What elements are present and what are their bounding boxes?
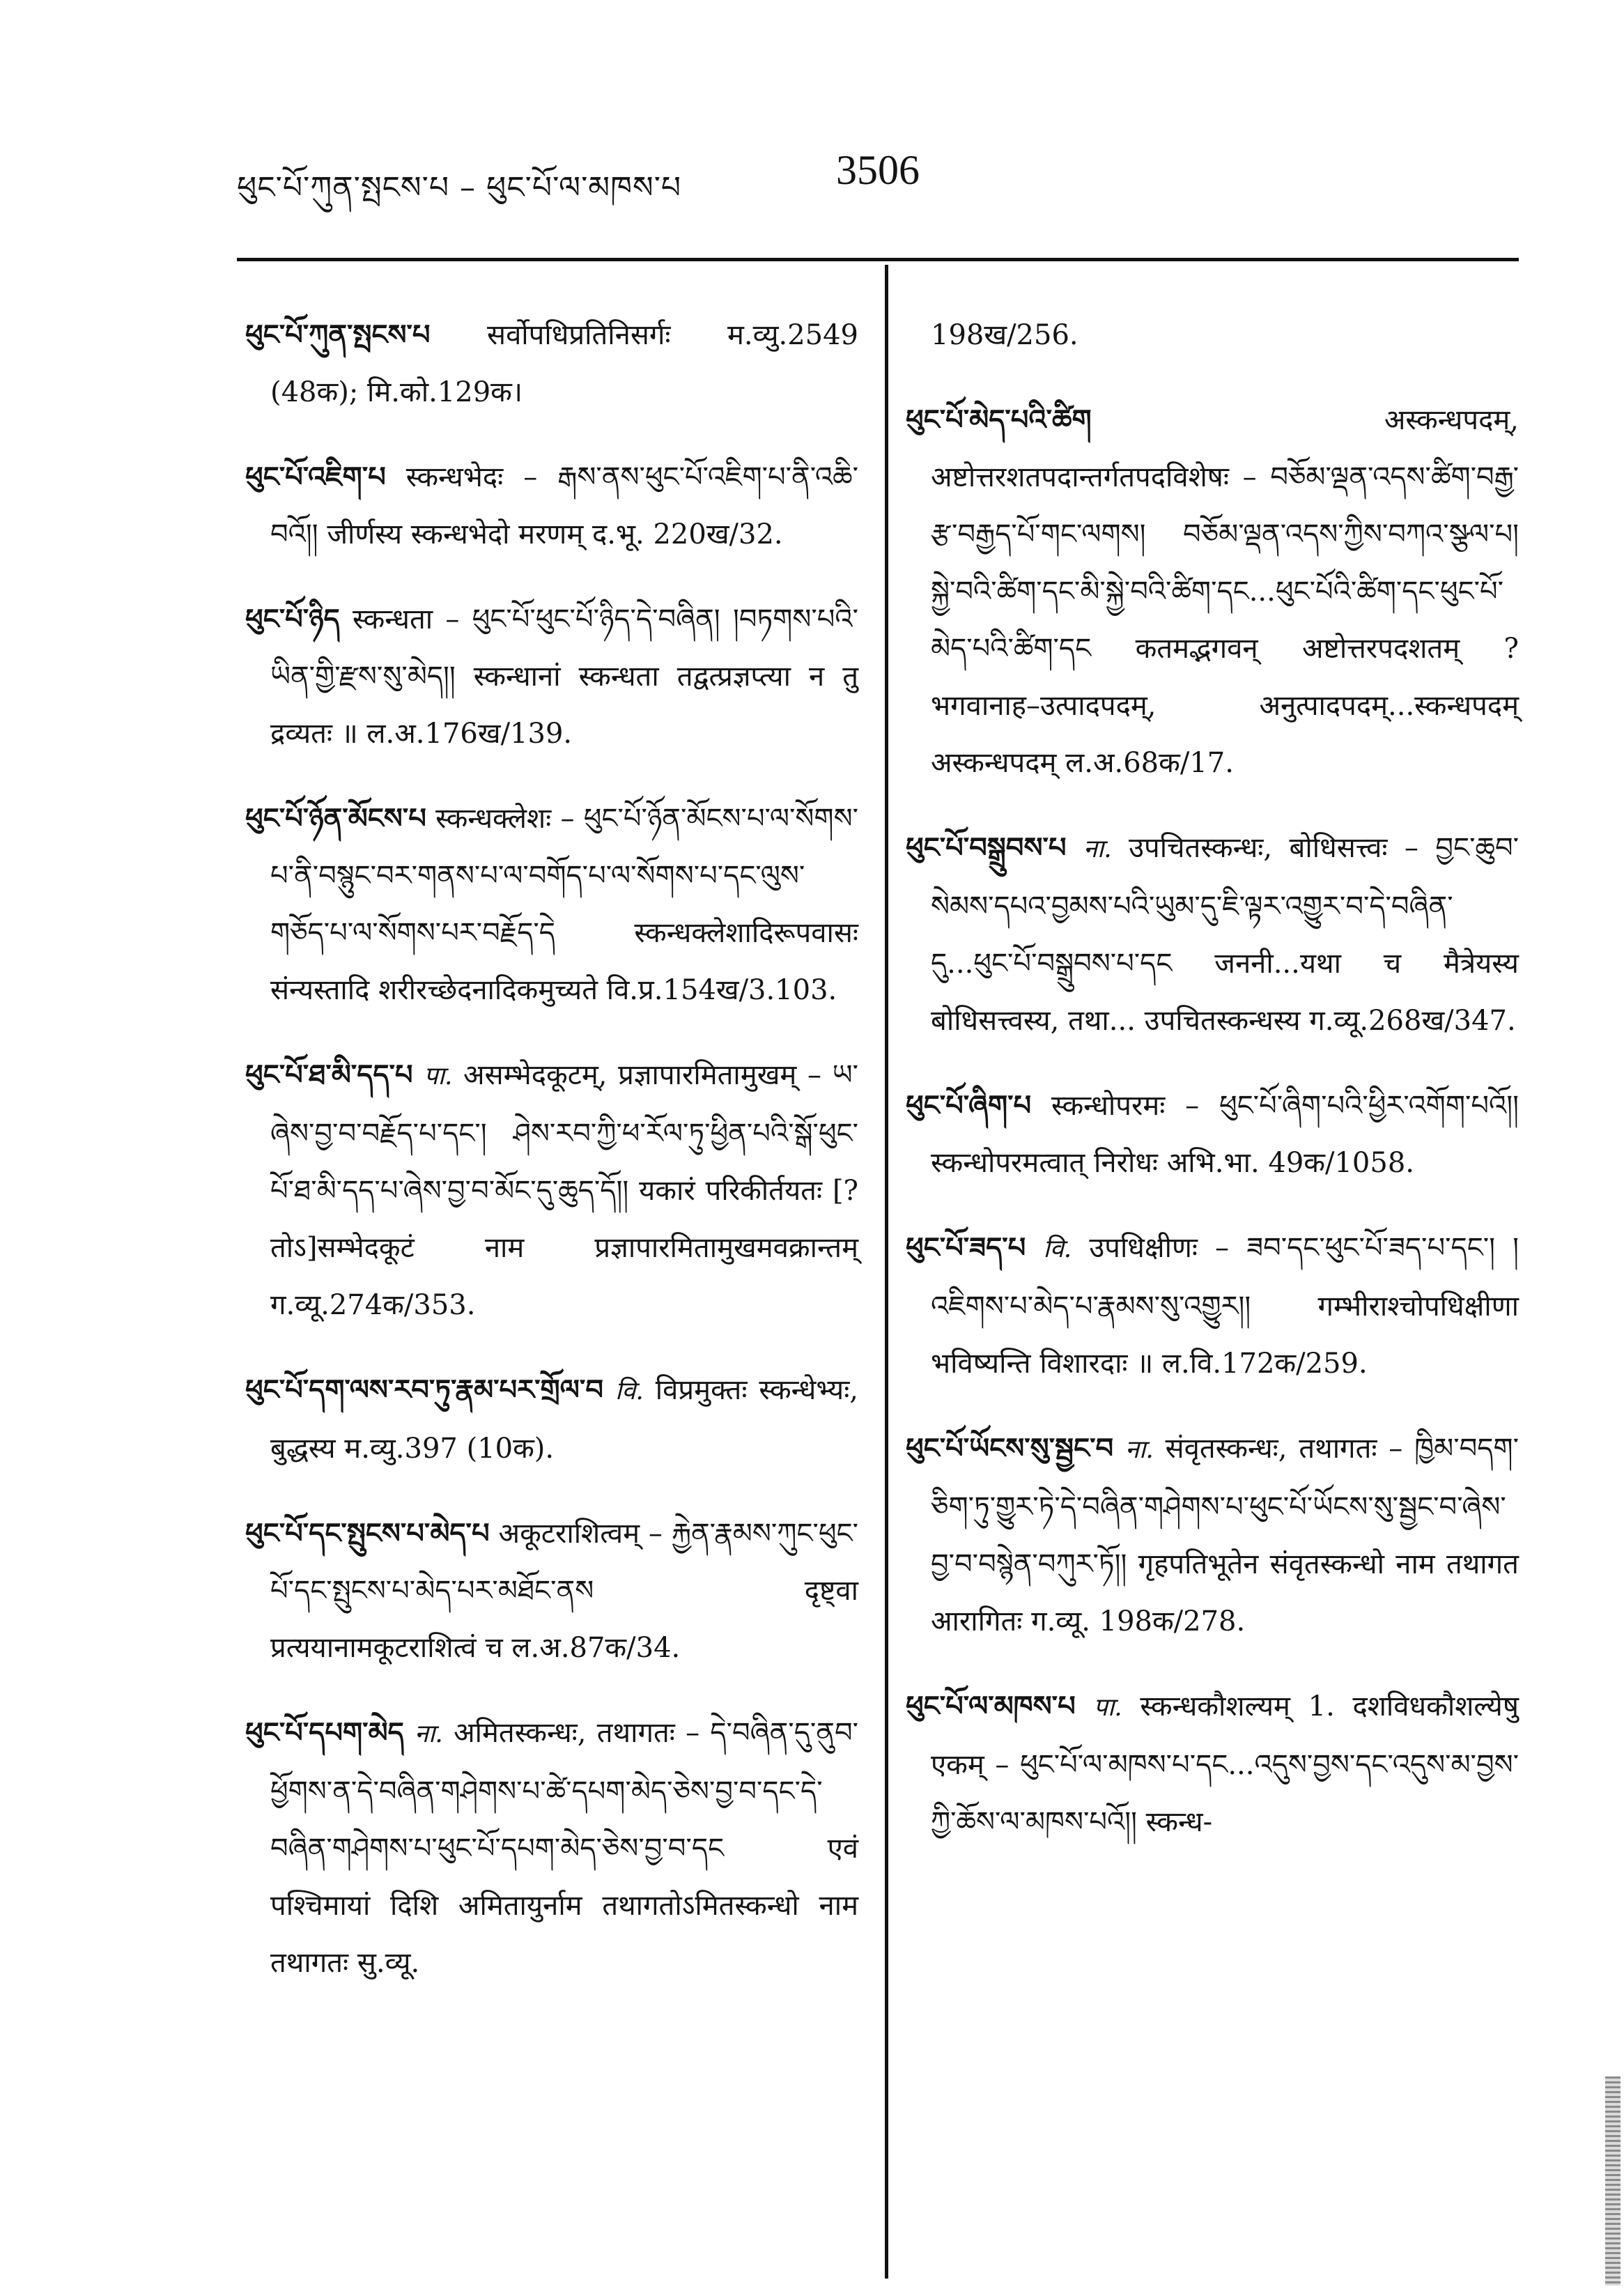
left-column — [245, 279, 858, 2007]
entry-pos: पा. — [424, 1062, 453, 1090]
dictionary-entry — [245, 1047, 858, 1334]
entry-text: अकूटराशित्वम् – རྐྱེན་རྣམས་ཀུང་ཕུང་པོ་དང་སྤུངས་པ་མེད་པར་མཐོང་ནས दृष्ट्वा प्रत्ययानामकूटराशित्वं च ल.अ.87क/34. — [270, 1518, 858, 1664]
dictionary-entry — [245, 307, 858, 421]
entry-text: असम्भेदकूटम्, प्रज्ञापारमितामुखम् – ཡ་ཞེས་བྱ་བ་བརྗོད་པ་དང་། ཤེས་རབ་ཀྱི་ཕ་རོལ་ཏུ་ཕྱིན་པའི་སྒོ་ཕུང་པོ་ཐ་མི་དད་པ་ཞེས་བྱ་བ་མོང་དུ་ཆུད་དོ།། यकारं परिकीर्तयतः [?तोऽ]सम्भेदकूटं नाम प्रज्ञापारमितामुखमवक्रान्तम् ग.व्यू.274क/353. — [270, 1059, 858, 1321]
entry-text: स्कन्धभेदः – རྒས་ནས་ཕུང་པོ་འཇིག་པ་ནི་འཆི་བའོ།། जीर्णस्य स्कन्धभेदो मरणम् द.भू. 220ख/32. — [270, 461, 859, 550]
entry-headword: ཕུང་པོ་ཟད་པ — [906, 1231, 1026, 1264]
entry-headword: ཕུང་པོ་དཔག་མེད — [245, 1716, 404, 1749]
dictionary-entry — [906, 1219, 1519, 1392]
dictionary-entry — [906, 1678, 1519, 1851]
entry-pos: वि. — [614, 1377, 644, 1405]
dictionary-entry — [245, 449, 858, 563]
entry-text: अस्कन्धपदम्, अष्टोत्तरशतपदान्तर्गतपदविशेषः – བཅོམ་ལྡན་འདས་ཚིག་བརྒྱ་རྩ་བརྒྱད་པོ་གང་ལགས། བཅོམ་ལྡན་འདས་ཀྱིས་བཀའ་སྩལ་པ། སྐྱེ་བའི་ཚིག་དང་མི་སྐྱེ་བའི་ཚིག་དང...ཕུང་པོའི་ཚིག་དང་ཕུང་པོ་མེད་པའི་ཚིག་དང कतमद्भगवन् अष्टोत्तरपदशतम् ? भगवानाह–उत्पादपदम्, अनुत्पादपदम्...स्कन्धपदम् अस्कन्धपदम् ल.अ.68क/17. — [931, 404, 1519, 779]
entry-headword: ཕུང་པོ་དང་སྤུངས་པ་མེད་པ — [245, 1517, 490, 1550]
dictionary-entry — [245, 1505, 858, 1677]
dictionary-entry — [906, 819, 1519, 1049]
entry-text: उपचितस्कन्धः, बोधिसत्त्वः – བྱང་ཆུབ་སེམས་དཔའ་བྱམས་པའི་ཡུམ་དུ་ཇི་ལྟར་འགྱུར་བ་དེ་བཞིན་དུ...ཕུང་པོ་བསྒྲུབས་པ་དང जननी...यथा च मैत्रेयस्य बोधिसत्त्वस्य, तथा... उपचितस्कन्धस्य ग.व्यू.268ख/347. — [931, 832, 1519, 1037]
entry-headword: ཕུང་པོ་འཇིག་པ — [245, 461, 386, 493]
entry-headword: ཕུང་པོ་ཀུན་སྤངས་པ — [245, 318, 431, 351]
entry-text: स्कन्धता – ཕུང་པོ་ཕུང་པོ་ཉིད་དེ་བཞིན། །བཏགས་པའི་ཡིན་གྱི་རྫས་སུ་མེད།། स्कन्धानां स्कन्धता तद्वत्प्रज्ञप्त्या न तु द्रव्यतः ॥ ल.अ.176ख/139. — [270, 603, 858, 750]
dictionary-entry — [245, 1704, 858, 1991]
dictionary-entry — [245, 591, 858, 762]
entry-text: संवृतस्कन्धः, तथागतः – ཁྱིམ་བདག་ཅིག་ཏུ་གྱུར་ཏེ་དེ་བཞིན་གཤེགས་པ་ཕུང་པོ་ཡོངས་སུ་སྦྱང་བ་ཞེས་བྱ་བ་བསྙེན་བཀུར་ཏོ།། गृहपतिभूतेन संवृतस्कन्धो नाम तथागत आरागितः ग.व्यू. 198क/278. — [931, 1433, 1519, 1637]
entry-continuation: 198ख/256. — [931, 319, 1078, 351]
dictionary-entry — [906, 392, 1519, 792]
dictionary-entry — [906, 1077, 1519, 1192]
entry-pos: पा. — [1093, 1693, 1122, 1722]
entry-text: स्कन्धकौशल्यम् 1. दशविधकौशल्येषु एकम् – ཕུང་པོ་ལ་མཁས་པ་དང...འདུས་བྱས་དང་འདུས་མ་བྱས་ཀྱི་ཆོས་ལ་མཁས་པའོ།། स्कन्ध- — [931, 1690, 1519, 1838]
entry-pos: ना. — [1083, 835, 1112, 863]
entry-text: उपधिक्षीणः – ཟབ་དང་ཕུང་པོ་ཟད་པ་དང་། །འཇིགས་པ་མེད་པ་རྣམས་སུ་འགྱུར།། गम्भीराश्चोपधिक्षीणा भविष्यन्ति विशारदाः ॥ ल.वि.172क/259. — [931, 1232, 1519, 1380]
entry-headword: ཕུང་པོ་ཉོན་མོངས་པ — [245, 802, 426, 835]
column-divider — [885, 265, 888, 2279]
entry-headword: ཕུང་པོ་དག་ལས་རབ་ཏུ་རྣམ་པར་གྲོལ་བ — [245, 1373, 603, 1406]
right-column — [906, 279, 1519, 1866]
entry-pos: वि. — [1043, 1235, 1072, 1263]
entry-pos: ना. — [1125, 1435, 1154, 1464]
entry-headword: ཕུང་པོ་བསྒྲུབས་པ — [906, 831, 1067, 864]
entry-text: विप्रमुक्तः स्कन्धेभ्यः, बुद्धस्य म.व्यु.397 (10क). — [270, 1374, 858, 1465]
page-number: 3506 — [836, 147, 920, 193]
entry-headword: ཕུང་པོ་ཐ་མི་དད་པ — [245, 1058, 413, 1091]
dictionary-entry — [245, 790, 858, 1019]
entry-headword: ཕུང་པོ་ཉིད — [245, 603, 340, 635]
entry-text: स्कन्धोपरमः – ཕུང་པོ་ཞིག་པའི་ཕྱིར་འགོག་པའོ།། स्कन्धोपरमत्वात् निरोधः अभि.भा. 49क/1058. — [931, 1090, 1519, 1179]
running-head: ཕུང་པོ་ཀུན་སྤངས་པ – ཕུང་པོ་ལ་མཁས་པ — [237, 170, 682, 206]
dictionary-entry — [906, 1420, 1519, 1650]
entry-text: स्कन्धक्लेशः – ཕུང་པོ་ཉོན་མོངས་པ་ལ་སོགས་པ་ནི་བསྙུང་བར་གནས་པ་ལ་བགོད་པ་ལ་སོགས་པ་དང་ལུས་གཅོད་པ་ལ་སོགས་པར་བརྗོད་དེ स्कन्धक्लेशादिरूपवासः संन्यस्तादि शरीरच्छेदनादिकमुच्यते वि.प्र.154ख/3.103. — [270, 803, 858, 1006]
page-header — [237, 139, 1519, 223]
scan-edge-artifact — [1605, 2076, 1621, 2286]
entry-text: अमितस्कन्धः, तथागतः – དེ་བཞིན་དུ་ནུབ་ཕྱོགས་ན་དེ་བཞིན་གཤེགས་པ་ཚེ་དཔག་མེད་ཅེས་བྱ་བ་དང་དེ་བཞིན་གཤེགས་པ་ཕུང་པོ་དཔག་མེད་ཅེས་བྱ་བ་དང एवं पश्चिमायां दिशि अमितायुर्नाम तथागतोऽमितस्कन्धो नाम तथागतः सु.व्यू. — [270, 1717, 858, 1979]
entry-headword: ཕུང་པོ་ཞིག་པ — [906, 1089, 1032, 1122]
entry-headword: ཕུང་པོ་ལ་མཁས་པ — [906, 1690, 1076, 1722]
entry-pos: ना. — [415, 1720, 443, 1748]
entry-headword: ཕུང་པོ་མེད་པའི་ཚིག — [906, 403, 1092, 436]
entry-headword: ཕུང་པོ་ཡོངས་སུ་སྦྱང་བ — [906, 1432, 1114, 1465]
dictionary-entry — [245, 1362, 858, 1477]
entry-text: सर्वोपधिप्रतिनिसर्गः म.व्यु.2549 (48क); मि.को.129क। — [270, 319, 858, 408]
header-rule — [237, 258, 1519, 261]
